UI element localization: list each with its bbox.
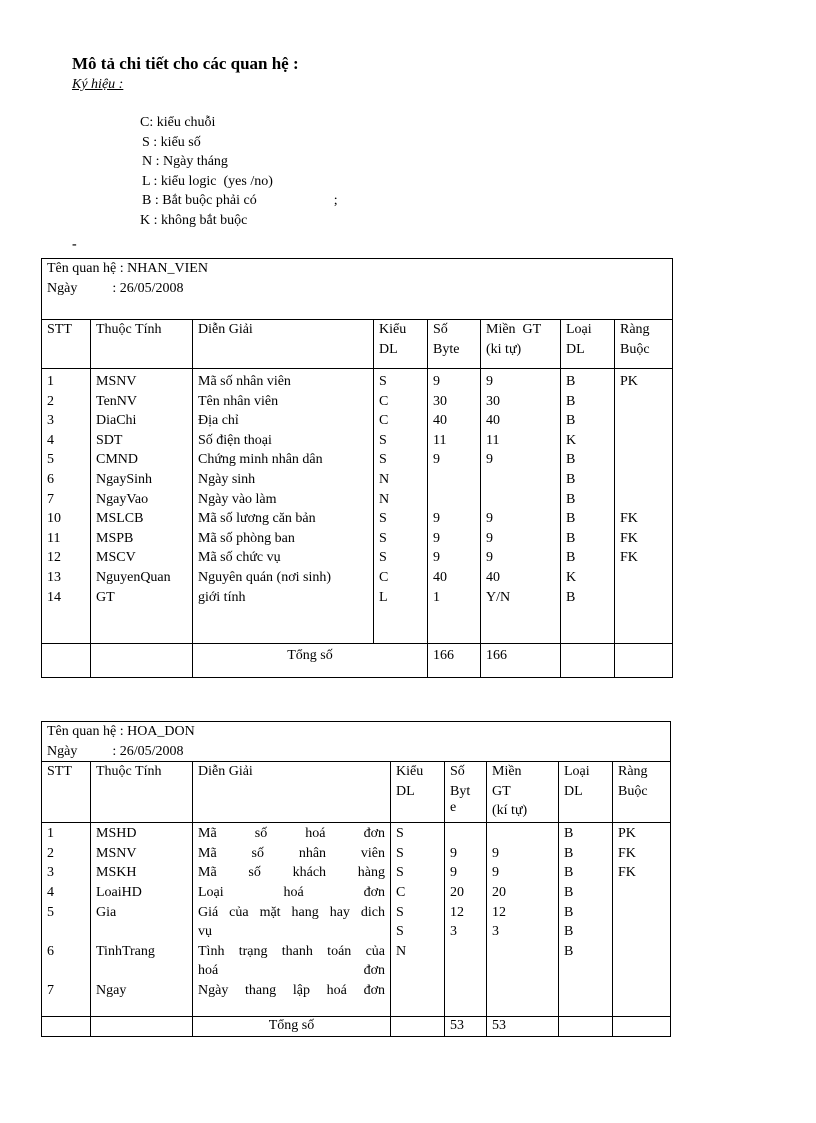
col-type: [374, 369, 428, 644]
table-cell: 2: [47, 845, 54, 861]
relation-table-nhan-vien: [41, 258, 673, 678]
table-cell: [620, 431, 667, 451]
table-cell: Địa chỉ: [198, 413, 239, 429]
total-label: Tổng số: [193, 1017, 391, 1037]
table-cell: [450, 981, 481, 1001]
table-cell: [450, 961, 481, 981]
legend-item: L : kiểu logic (yes /no): [142, 173, 273, 189]
col-domain: [487, 823, 559, 1017]
col-bytes: [445, 823, 487, 1017]
table-cell: MSLCB: [96, 511, 144, 527]
table-cell: 6: [47, 471, 54, 487]
table-cell: 30: [486, 393, 500, 409]
table-cell: 9: [492, 845, 499, 861]
table-cell: N: [396, 943, 407, 959]
table-cell: Tình trạng thanh toán của: [198, 943, 385, 959]
table-cell: Ngày thang lập hoá đơn: [198, 982, 385, 998]
table-cell: FK: [620, 511, 638, 527]
table-cell: giới tính: [198, 589, 246, 605]
header-stt: STT: [42, 320, 91, 369]
table-cell: [96, 961, 187, 981]
table-cell: [433, 470, 475, 490]
table-cell: Mã số chức vụ: [198, 550, 281, 566]
table-cell: B: [566, 374, 576, 389]
table-cell: B: [566, 413, 576, 429]
table-cell: [618, 981, 665, 1001]
total-row: [42, 1017, 671, 1037]
bullet-dash: -: [72, 237, 77, 252]
table-cell: [450, 824, 481, 844]
table-cell: [618, 942, 665, 962]
table-cell: [47, 961, 85, 981]
table-cell: 10: [47, 511, 61, 527]
table-cell: FK: [618, 865, 636, 881]
table-cell: S: [396, 924, 404, 940]
table-cell: FK: [618, 845, 636, 861]
table-cell: 9: [450, 845, 457, 861]
table-cell: [620, 392, 667, 412]
table-cell: S: [379, 511, 387, 527]
table-cell: 9: [486, 550, 493, 566]
header-type: Kiểu DL: [374, 320, 428, 369]
table-cell: B: [564, 826, 574, 842]
relation-date: Ngày : 26/05/2008: [47, 743, 184, 759]
header-constraint: Ràng Buộc: [613, 762, 671, 823]
table-cell: 12: [450, 904, 464, 920]
table-cell: 9: [486, 511, 493, 527]
table-cell: N: [379, 471, 390, 487]
table-cell: B: [566, 589, 576, 605]
header-attribute: Thuộc Tính: [91, 320, 193, 369]
total-label: Tổng số: [193, 644, 428, 678]
table-cell: [492, 824, 553, 844]
table-cell: 9: [433, 530, 440, 546]
table-cell: [620, 450, 667, 470]
table-cell: Nguyên quán (nơi sinh): [198, 569, 331, 585]
table-header-row: [42, 320, 673, 369]
table-cell: [47, 922, 85, 942]
table-body-row: [42, 369, 673, 644]
legend-item: B : Bắt buộc phải có ;: [142, 193, 338, 209]
relation-header: [42, 259, 673, 320]
legend-list: [140, 113, 338, 231]
table-cell: LoaiHD: [96, 884, 142, 900]
table-cell: 9: [492, 865, 499, 881]
header-description: Diễn Giải: [193, 762, 391, 823]
table-cell: 1: [47, 826, 54, 842]
header-type: Kiểu DL: [391, 762, 445, 823]
relation-name: Tên quan hệ : NHAN_VIEN: [47, 261, 208, 276]
table-cell: [620, 588, 667, 608]
table-cell: [96, 922, 187, 942]
col-constraint: [613, 823, 671, 1017]
header-domain: Miền GT (ki tự): [481, 320, 561, 369]
col-type: [391, 823, 445, 1017]
table-cell: TinhTrang: [96, 943, 155, 959]
total-bytes: 166: [428, 644, 481, 678]
col-kind: [561, 369, 615, 644]
table-cell: Mã số hoá đơn: [198, 826, 385, 842]
table-cell: Ngày vào làm: [198, 491, 277, 507]
table-cell: S: [379, 550, 387, 566]
table-cell: 7: [47, 982, 54, 998]
table-cell: 20: [492, 884, 506, 900]
table-cell: B: [564, 865, 574, 881]
table-cell: [618, 922, 665, 942]
table-cell: Y/N: [486, 589, 511, 605]
table-cell: 5: [47, 904, 54, 920]
table-cell: 9: [433, 452, 440, 468]
table-cell: B: [564, 845, 574, 861]
table-cell: [396, 981, 439, 1001]
table-cell: FK: [620, 550, 638, 566]
table-cell: C: [379, 393, 389, 409]
table-cell: C: [379, 569, 389, 585]
table-cell: B: [564, 943, 574, 959]
table-cell: B: [566, 511, 576, 527]
legend-item: S : kiểu số: [142, 134, 201, 150]
table-cell: [618, 961, 665, 981]
table-cell: [396, 961, 439, 981]
table-cell: S: [379, 432, 387, 448]
table-cell: K: [566, 432, 577, 448]
col-description: [193, 823, 391, 1017]
total-domain: 53: [487, 1017, 559, 1037]
col-constraint: [615, 369, 673, 644]
table-cell: CMND: [96, 452, 139, 468]
table-cell: NgaySinh: [96, 471, 152, 487]
table-cell: 4: [47, 884, 54, 900]
table-cell: Ngay: [96, 982, 127, 998]
col-bytes: [428, 369, 481, 644]
table-cell: 3: [47, 413, 54, 429]
table-cell: Mã số khách hàng: [198, 865, 385, 881]
table-cell: 11: [433, 432, 447, 448]
col-description: [193, 369, 374, 644]
relation-header: [42, 722, 671, 762]
table-cell: MSNV: [96, 845, 137, 861]
table-cell: B: [564, 884, 574, 900]
table-cell: hoá đơn: [198, 963, 385, 979]
legend-item: K : không bắt buộc: [140, 212, 248, 228]
table-cell: Số điện thoại: [198, 432, 272, 448]
col-stt: [42, 369, 91, 644]
header-bytes: Số Byte: [428, 320, 481, 369]
table-cell: SDT: [96, 432, 123, 448]
table-cell: S: [379, 530, 387, 546]
table-cell: Tên nhân viên: [198, 393, 279, 409]
table-cell: 9: [450, 865, 457, 881]
table-cell: N: [379, 491, 390, 507]
table-cell: S: [379, 452, 387, 468]
relation-table-hoa-don: [41, 721, 671, 1037]
legend-item: C: kiểu chuỗi: [140, 115, 216, 130]
table-cell: Mã số lương căn bản: [198, 511, 316, 527]
table-cell: 1: [47, 374, 54, 389]
table-cell: 40: [433, 413, 447, 429]
table-cell: Mã số nhân viên: [198, 845, 385, 861]
total-row: [42, 644, 673, 678]
table-cell: MSNV: [96, 374, 137, 389]
table-cell: 9: [486, 452, 493, 468]
table-cell: B: [566, 471, 576, 487]
table-cell: B: [566, 491, 576, 507]
header-constraint: Ràng Buộc: [615, 320, 673, 369]
legend-title: Ký hiệu :: [72, 77, 124, 92]
table-cell: 11: [486, 432, 500, 448]
table-cell: L: [379, 589, 388, 605]
table-cell: MSCV: [96, 550, 136, 566]
page-heading: Mô tả chi tiết cho các quan hệ :: [72, 54, 299, 73]
table-cell: S: [396, 865, 404, 881]
relation-date: Ngày : 26/05/2008: [47, 280, 184, 296]
header-kind: Loại DL: [559, 762, 613, 823]
table-cell: [492, 942, 553, 962]
table-cell: 13: [47, 569, 61, 585]
header-bytes: Số Byt e: [445, 762, 487, 823]
table-cell: 14: [47, 589, 61, 605]
table-cell: 11: [47, 530, 61, 546]
table-cell: TenNV: [96, 393, 138, 409]
table-cell: Mã số nhân viên: [198, 374, 291, 389]
relation-name: Tên quan hệ : HOA_DON: [47, 724, 195, 739]
table-cell: vụ: [198, 924, 212, 940]
table-cell: 40: [433, 569, 447, 585]
table-cell: 7: [47, 491, 54, 507]
table-cell: 3: [492, 924, 499, 940]
table-cell: 40: [486, 413, 500, 429]
table-cell: [492, 981, 553, 1001]
table-cell: Ngày sinh: [198, 471, 256, 487]
table-cell: B: [566, 530, 576, 546]
table-cell: 1: [433, 589, 440, 605]
total-domain: 166: [481, 644, 561, 678]
table-cell: MSHD: [96, 826, 137, 842]
total-bytes: 53: [445, 1017, 487, 1037]
table-cell: B: [566, 452, 576, 468]
table-cell: Gia: [96, 904, 117, 920]
table-cell: 12: [47, 550, 61, 566]
table-cell: [618, 903, 665, 923]
table-cell: NguyenQuan: [96, 569, 171, 585]
table-cell: Mã số phòng ban: [198, 530, 295, 546]
table-cell: FK: [620, 530, 638, 546]
table-cell: [486, 490, 555, 510]
table-cell: Loại hoá đơn: [198, 884, 385, 900]
table-cell: 6: [47, 943, 54, 959]
table-cell: 3: [450, 924, 457, 940]
table-header-row: [42, 762, 671, 823]
table-cell: Chứng minh nhân dân: [198, 452, 323, 468]
col-attribute: [91, 369, 193, 644]
table-cell: [618, 883, 665, 903]
table-cell: 20: [450, 884, 464, 900]
table-cell: 9: [486, 374, 493, 389]
table-cell: S: [379, 374, 387, 389]
table-cell: B: [566, 393, 576, 409]
table-cell: [620, 411, 667, 431]
table-cell: B: [564, 904, 574, 920]
header-domain: Miền GT (kí tự): [487, 762, 559, 823]
table-cell: [564, 961, 607, 981]
table-cell: S: [396, 826, 404, 842]
col-kind: [559, 823, 613, 1017]
table-cell: [492, 961, 553, 981]
table-cell: C: [379, 413, 389, 429]
col-domain: [481, 369, 561, 644]
table-cell: 9: [433, 550, 440, 566]
table-cell: B: [566, 550, 576, 566]
table-cell: 9: [433, 374, 440, 389]
table-cell: S: [396, 904, 404, 920]
table-cell: 40: [486, 569, 500, 585]
legend-item: N : Ngày tháng: [142, 154, 228, 170]
table-cell: 30: [433, 393, 447, 409]
table-cell: 9: [433, 511, 440, 527]
header-kind: Loại DL: [561, 320, 615, 369]
table-cell: 4: [47, 432, 54, 448]
table-cell: [620, 470, 667, 490]
col-attribute: [91, 823, 193, 1017]
header-description: Diễn Giải: [193, 320, 374, 369]
table-cell: C: [396, 884, 406, 900]
table-cell: DiaChi: [96, 413, 137, 429]
table-cell: GT: [96, 589, 115, 605]
table-cell: [450, 942, 481, 962]
header-stt: STT: [42, 762, 91, 823]
table-cell: S: [396, 845, 404, 861]
table-body-row: [42, 823, 671, 1017]
table-cell: MSKH: [96, 865, 137, 881]
table-cell: Giá của mặt hang hay dich: [198, 904, 385, 920]
table-cell: MSPB: [96, 530, 134, 546]
table-cell: 12: [492, 904, 506, 920]
table-cell: PK: [620, 374, 638, 389]
table-cell: B: [564, 924, 574, 940]
table-cell: 5: [47, 452, 54, 468]
table-cell: K: [566, 569, 577, 585]
table-cell: 2: [47, 393, 54, 409]
table-cell: 3: [47, 865, 54, 881]
table-cell: [564, 981, 607, 1001]
table-cell: [433, 490, 475, 510]
table-cell: NgayVao: [96, 491, 149, 507]
table-cell: [620, 490, 667, 510]
col-stt: [42, 823, 91, 1017]
table-cell: PK: [618, 826, 636, 842]
table-cell: [486, 470, 555, 490]
table-cell: [620, 568, 667, 588]
table-cell: 9: [486, 530, 493, 546]
header-attribute: Thuộc Tính: [91, 762, 193, 823]
